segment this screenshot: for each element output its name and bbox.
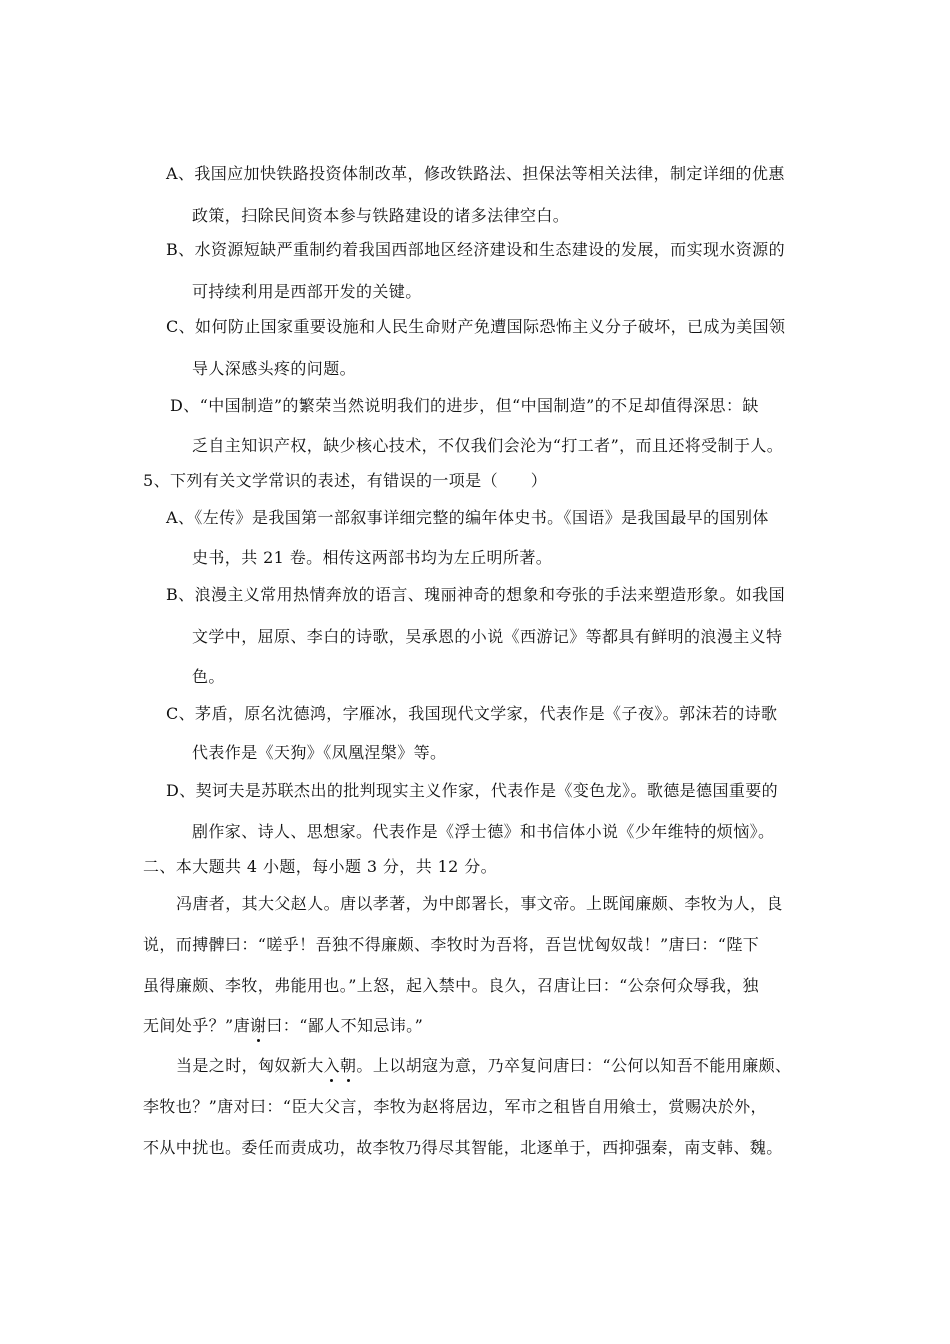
option-text: 我国应加快铁路投资体制改革，修改铁路法、担保法等相关法律，制定详细的优惠	[194, 164, 785, 183]
passage-line: 说，而搏髀曰：“嗟乎！吾独不得廉颇、李牧时为吾将，吾岂忧匈奴哉！”唐曰：“陛下	[143, 935, 760, 954]
option-text: 契诃夫是苏联杰出的批判现实主义作家，代表作是《变色龙》。歌德是德国重要的	[195, 781, 779, 800]
q5-option-d-line1	[166, 781, 778, 801]
option-text: 茅盾，原名沈德鸿，字雁冰，我国现代文学家，代表作是《子夜》。郭沫若的诗歌	[195, 704, 778, 723]
passage-line	[143, 1016, 423, 1036]
q5-stem: 5、下列有关文学常识的表述，有错误的一项是（ ）	[143, 471, 548, 490]
option-label: B、	[166, 585, 195, 604]
option-text: 《左传》是我国第一部叙事详细完整的编年体史书。《国语》是我国最早的国别体	[194, 508, 769, 527]
passage-text: 。上以胡寇为意，乃卒复问唐曰：“公何以知吾不能用廉颇、	[356, 1056, 792, 1075]
passage-text: 曰：“鄙人不知忌讳。”	[266, 1016, 424, 1035]
q5-option-d-line2: 剧作家、诗人、思想家。代表作是《浮士德》和书信体小说《少年维特的烦恼》。	[192, 822, 775, 841]
passage-line	[176, 1056, 791, 1076]
passage-text: 无间处乎？”唐	[143, 1016, 250, 1035]
option-label: D、	[170, 396, 200, 415]
section-heading: 二、本大题共 4 小题，每小题 3 分，共 12 分。	[143, 857, 498, 876]
emphasis-char: 朝	[340, 1056, 357, 1075]
q4-option-c-line1	[166, 317, 785, 337]
q5-option-b-line3: 色。	[192, 667, 225, 686]
q5-option-b-line1	[166, 585, 785, 605]
passage-line: 虽得廉颇、李牧，弗能用也。”上怒，起入禁中。良久，召唐让曰：“公奈何众辱我，独	[143, 976, 759, 995]
q4-option-a-line1	[166, 164, 785, 184]
option-label: C、	[166, 704, 196, 723]
option-label: D、	[166, 781, 196, 800]
option-text: 浪漫主义常用热情奔放的语言、瑰丽神奇的想象和夸张的手法来塑造形象。如我国	[194, 585, 785, 604]
q5-option-a-line1	[166, 508, 769, 528]
option-label: C、	[166, 317, 196, 336]
q4-option-d-line2: 乏自主知识产权，缺少核心技术，不仅我们会沦为“打工者”，而且还将受制于人。	[192, 436, 784, 455]
q4-option-d-line1	[170, 396, 759, 416]
passage-line: 李牧也？”唐对曰：“臣大父言，李牧为赵将居边，军市之租皆自用飨士，赏赐决於外，	[143, 1097, 767, 1116]
q5-option-a-line2: 史书，共 21 卷。相传这两部书均为左丘明所著。	[192, 548, 553, 567]
option-text: 水资源短缺严重制约着我国西部地区经济建设和生态建设的发展，而实现水资源的	[194, 240, 785, 259]
option-label: A、	[166, 508, 195, 527]
q4-option-b-line1	[166, 240, 785, 260]
passage-text: 当是之时，匈奴新大	[176, 1056, 324, 1075]
option-text: “中国制造”的繁荣当然说明我们的进步，但“中国制造”的不足却值得深思：缺	[199, 396, 759, 415]
emphasis-char: 谢	[249, 1016, 267, 1035]
q5-option-b-line2: 文学中，屈原、李白的诗歌，吴承恩的小说《西游记》等都具有鲜明的浪漫主义特	[192, 627, 783, 646]
q4-option-b-line2: 可持续利用是西部开发的关键。	[192, 282, 422, 301]
passage-line: 不从中扰也。委任而责成功，故李牧乃得尽其智能，北逐单于，西抑强秦，南支韩、魏。	[143, 1138, 783, 1157]
option-text: 如何防止国家重要设施和人民生命财产免遭国际恐怖主义分子破坏，已成为美国领	[195, 317, 786, 336]
passage-line: 冯唐者，其大父赵人。唐以孝著，为中郎署长，事文帝。上既闻廉颇、李牧为人，良	[176, 894, 783, 913]
q4-option-a-line2: 政策，扫除民间资本参与铁路建设的诸多法律空白。	[192, 206, 570, 225]
option-label: B、	[166, 240, 195, 259]
q5-option-c-line2: 代表作是《天狗》《凤凰涅槃》等。	[192, 743, 447, 762]
q5-option-c-line1	[166, 704, 777, 724]
option-label: A、	[166, 164, 195, 183]
q4-option-c-line2: 导人深感头疼的问题。	[192, 359, 357, 378]
emphasis-char: 入	[323, 1056, 341, 1075]
